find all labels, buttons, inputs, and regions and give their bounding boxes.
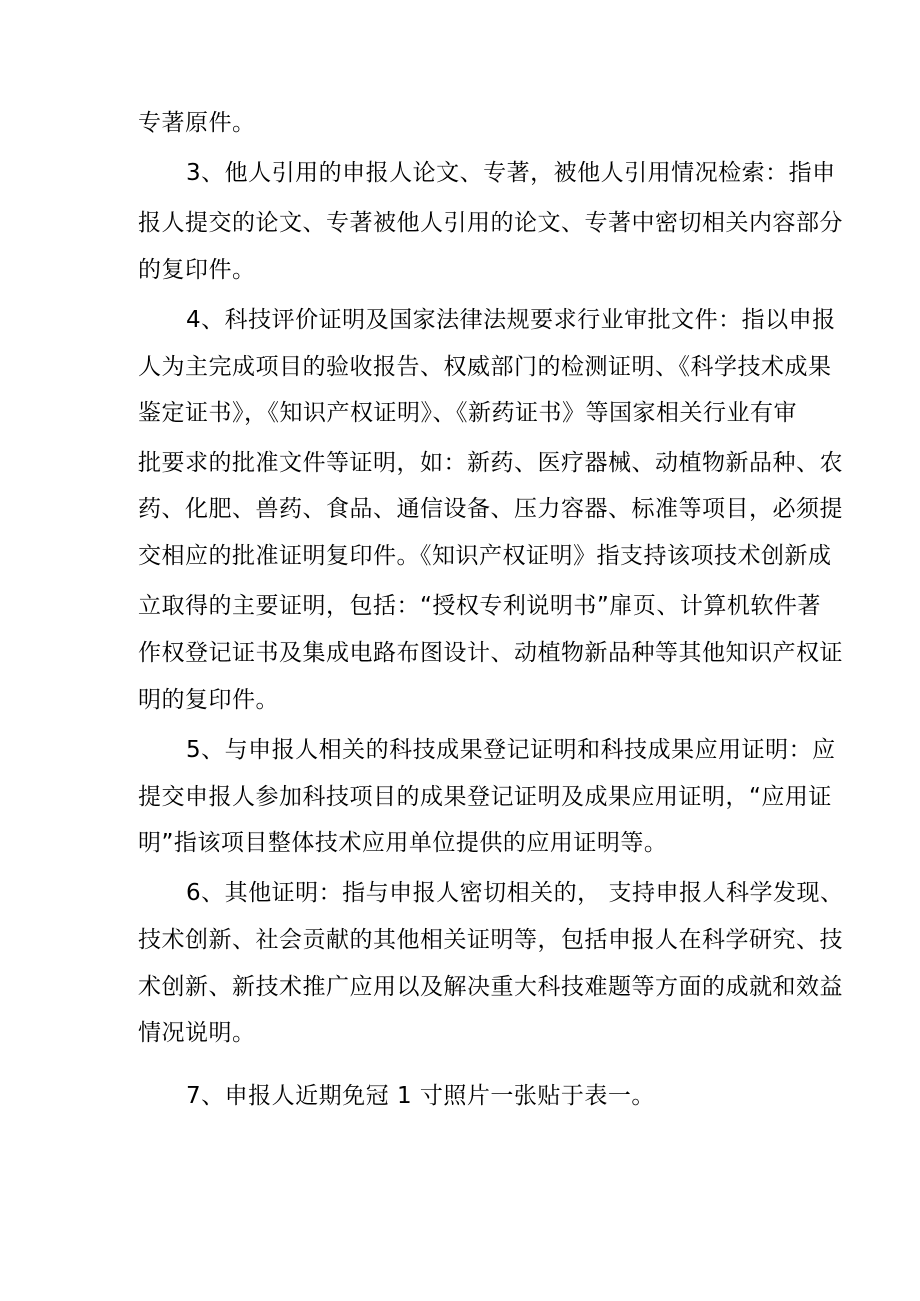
- text-line: 立取得的主要证明，包括：“授权专利说明书”扉页、计算机软件著: [138, 593, 821, 619]
- text-line: 人为主完成项目的验收报告、权威部门的检测证明、《科学技术成果: [138, 354, 832, 380]
- text-line: 专著原件。: [138, 110, 256, 136]
- text-line: 明”指该项目整体技术应用单位提供的应用证明等。: [138, 830, 668, 856]
- paragraph-5-line: 5、与申报人相关的科技成果登记证明和科技成果应用证明：应: [186, 737, 836, 763]
- text-line: 报人提交的论文、专著被他人引用的论文、专著中密切相关内容部分: [138, 210, 843, 236]
- text-line: 明的复印件。: [138, 687, 279, 713]
- paragraph-7-line: 7、申报人近期免冠 1 寸照片一张贴于表一。: [186, 1083, 655, 1109]
- text-line: 技术创新、社会贡献的其他相关证明等，包括申报人在科学研究、技: [138, 927, 843, 953]
- text-line: 术创新、新技术推广应用以及解决重大科技难题等方面的成就和效益: [138, 974, 843, 1000]
- text-line: 批要求的批准文件等证明，如：新药、医疗器械、动植物新品种、农: [138, 450, 843, 476]
- paragraph-6-line: 6、其他证明：指与申报人密切相关的， 支持申报人科学发现、: [186, 880, 844, 906]
- text-line: 药、化肥、兽药、食品、通信设备、压力容器、标准等项目，必须提: [138, 496, 843, 522]
- text-line: 交相应的批准证明复印件。《知识产权证明》指支持该项技术创新成: [138, 543, 832, 569]
- paragraph-3-line: 3、他人引用的申报人论文、专著，被他人引用情况检索：指申: [186, 160, 836, 186]
- text-line: 的复印件。: [138, 257, 256, 283]
- text-line: 作权登记证书及集成电路布图设计、动植物新品种等其他知识产权证: [138, 640, 843, 666]
- text-line: 提交申报人参加科技项目的成果登记证明及成果应用证明，“应用证: [138, 784, 832, 810]
- text-line: 鉴定证书》，《知识产权证明》、《新药证书》等国家相关行业有审: [138, 400, 797, 426]
- paragraph-4-line: 4、科技评价证明及国家法律法规要求行业审批文件：指以申报: [186, 307, 836, 333]
- text-line: 情况说明。: [138, 1020, 256, 1046]
